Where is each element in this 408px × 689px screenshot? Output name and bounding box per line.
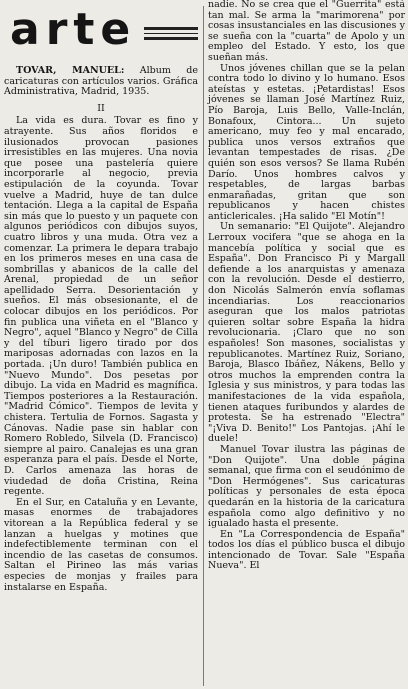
paragraph: La vida es dura. Tovar es fino y atrayente. Sus años floridos e ilusionados provocan pasiones irresistibles en las mujeres. Una novia que posee una pastelería quiere incorporarle al negocio, previa estipulación de la coyunda. Tovar vuelve a Madrid, huye de tan dulce tentación. Llega a la capital de España sin más que lo puesto y un paquete con algunos periódicos con dibujos suyos, cuatro libros y una muda. Otra vez a comenzar. La primera le depara trabajo en los primeros meses en una casa de sombrillas y abanicos de la calle del Arenal, propiedad de un señor apellidado Serra. Desorientación y sueños. El más obsesionante, el de colocar dibujos en los periódicos. Por fin publica una viñeta en el "Blanco y Negro", aquel "Blanco y Negro" de Cilla y del tíburi ligero tirado por dos mariposas adornadas con lazos en la portada. ¡Un duro! También publica en "Nuevo Mundo". Dos pesetas por dibujo. La vida en Madrid es magnífica. Tiempos posteriores a la Restauración. "Madrid Cómico". Tiempos de levita y chistera. Tertulia de Fornos. Sagasta y Cánovas. Nadie pase sin hablar con Romero Robledo, Silvela (D. Francisco) siempre al pairo. Canalejas es una gran esperanza para el país. Desde el Norte, D. Carlos amenaza las horas de viudedad de doña Cristina, Reina regente. (4, 115, 198, 498)
paragraph: Un semanario: "El Quijote". Alejandro Lerroux vocifera "que se ahoga en la mancebía política y social que es España". Don Francisco Pi y Margall defiende a los anarquistas y amenaza con la revolución. Desde el destierro, don Nicolás Salmerón envía soflamas incendiarias. Los reaccionarios aseguran que los malos patriotas quieren soltar sobre España la hidra revolucionaria. ¡Claro que no son españoles! Son masones, socialistas y republicanotes. Martínez Ruiz, Soriano, Baroja, Blasco Ibáñez, Nákens, Bello y otros muchos la emprenden contra la Iglesia y sus ministros, y para todas las manifestaciones de la vida española, tienen ataques furibundos y alardes de protesta. Se ha estrenado "Electra" "¡Viva D. Benito!" Los Pantojas. ¡Ahí le duele! (208, 221, 405, 445)
paragraph: En "La Correspondencia de España" todos los días el público busca el dibujo intencionado de Tovar. Sale "España Nueva". El (208, 528, 405, 572)
paragraph: Manuel Tovar ilustra las páginas de "Don Quijote". Una doble página semanal, que firma con el seudónimo de "Don Hermógenes". Sus caricaturas políticas y personales de esta época quedarán en la historia de la caricatura española como algo definitivo y no igualado hasta el presente. (208, 443, 405, 530)
paragraph-continuation: nadie. No se crea que el "Guerrita" está tan mal. Se arma la "marimorena" por cosas insustanciales en las discusiones y se sueña con la "cuarta" de Apolo y un empleo del Estado. Y esto, los que sueñan más. (208, 0, 405, 63)
column-rule (203, 6, 204, 686)
review-details: Album de caricaturas con artículos varios. Gráfica Administrativa, Madrid, 1935. (4, 65, 198, 98)
review-heading (4, 66, 198, 98)
left-column (4, 0, 198, 593)
paragraph: Unos jóvenes chillan que se la pelan contra todo lo divino y lo humano. Esos ateístas y estetas. ¡Petardistas! Esos jóvenes se llaman José Martínez Ruiz, Pío Baroja, Luis Bello, Valle-Inclán, Bonafoux, Cintora... Un sujeto americano, muy feo y mal encarado, publica unos versos extraños que levantan tempestades de risas. ¿De quién son esos versos? Se llama Rubén Darío. Unos hombres calvos y respetables, de largas barbas enmarañadas, gritan que son republicanos y hacen chistes anticlericales. ¡Ha salido "El Motín"! (208, 62, 405, 222)
masthead (4, 0, 198, 60)
section-number: II (97, 102, 105, 114)
paragraph: En el Sur, en Cataluña y en Levante, masas enormes de trabajadores vitorean a la República federal y se lanzan a huelgas y motines que indefectiblemente terminan con el incendio de las casetas de consumos. Saltan el Pirineo las más varias especies de monjas y frailes para instalarse en España. (4, 496, 198, 593)
review-author: TOVAR, MANUEL: (16, 65, 125, 76)
right-column (208, 0, 405, 572)
masthead-rules (144, 21, 198, 40)
section-title: arte (10, 4, 137, 55)
